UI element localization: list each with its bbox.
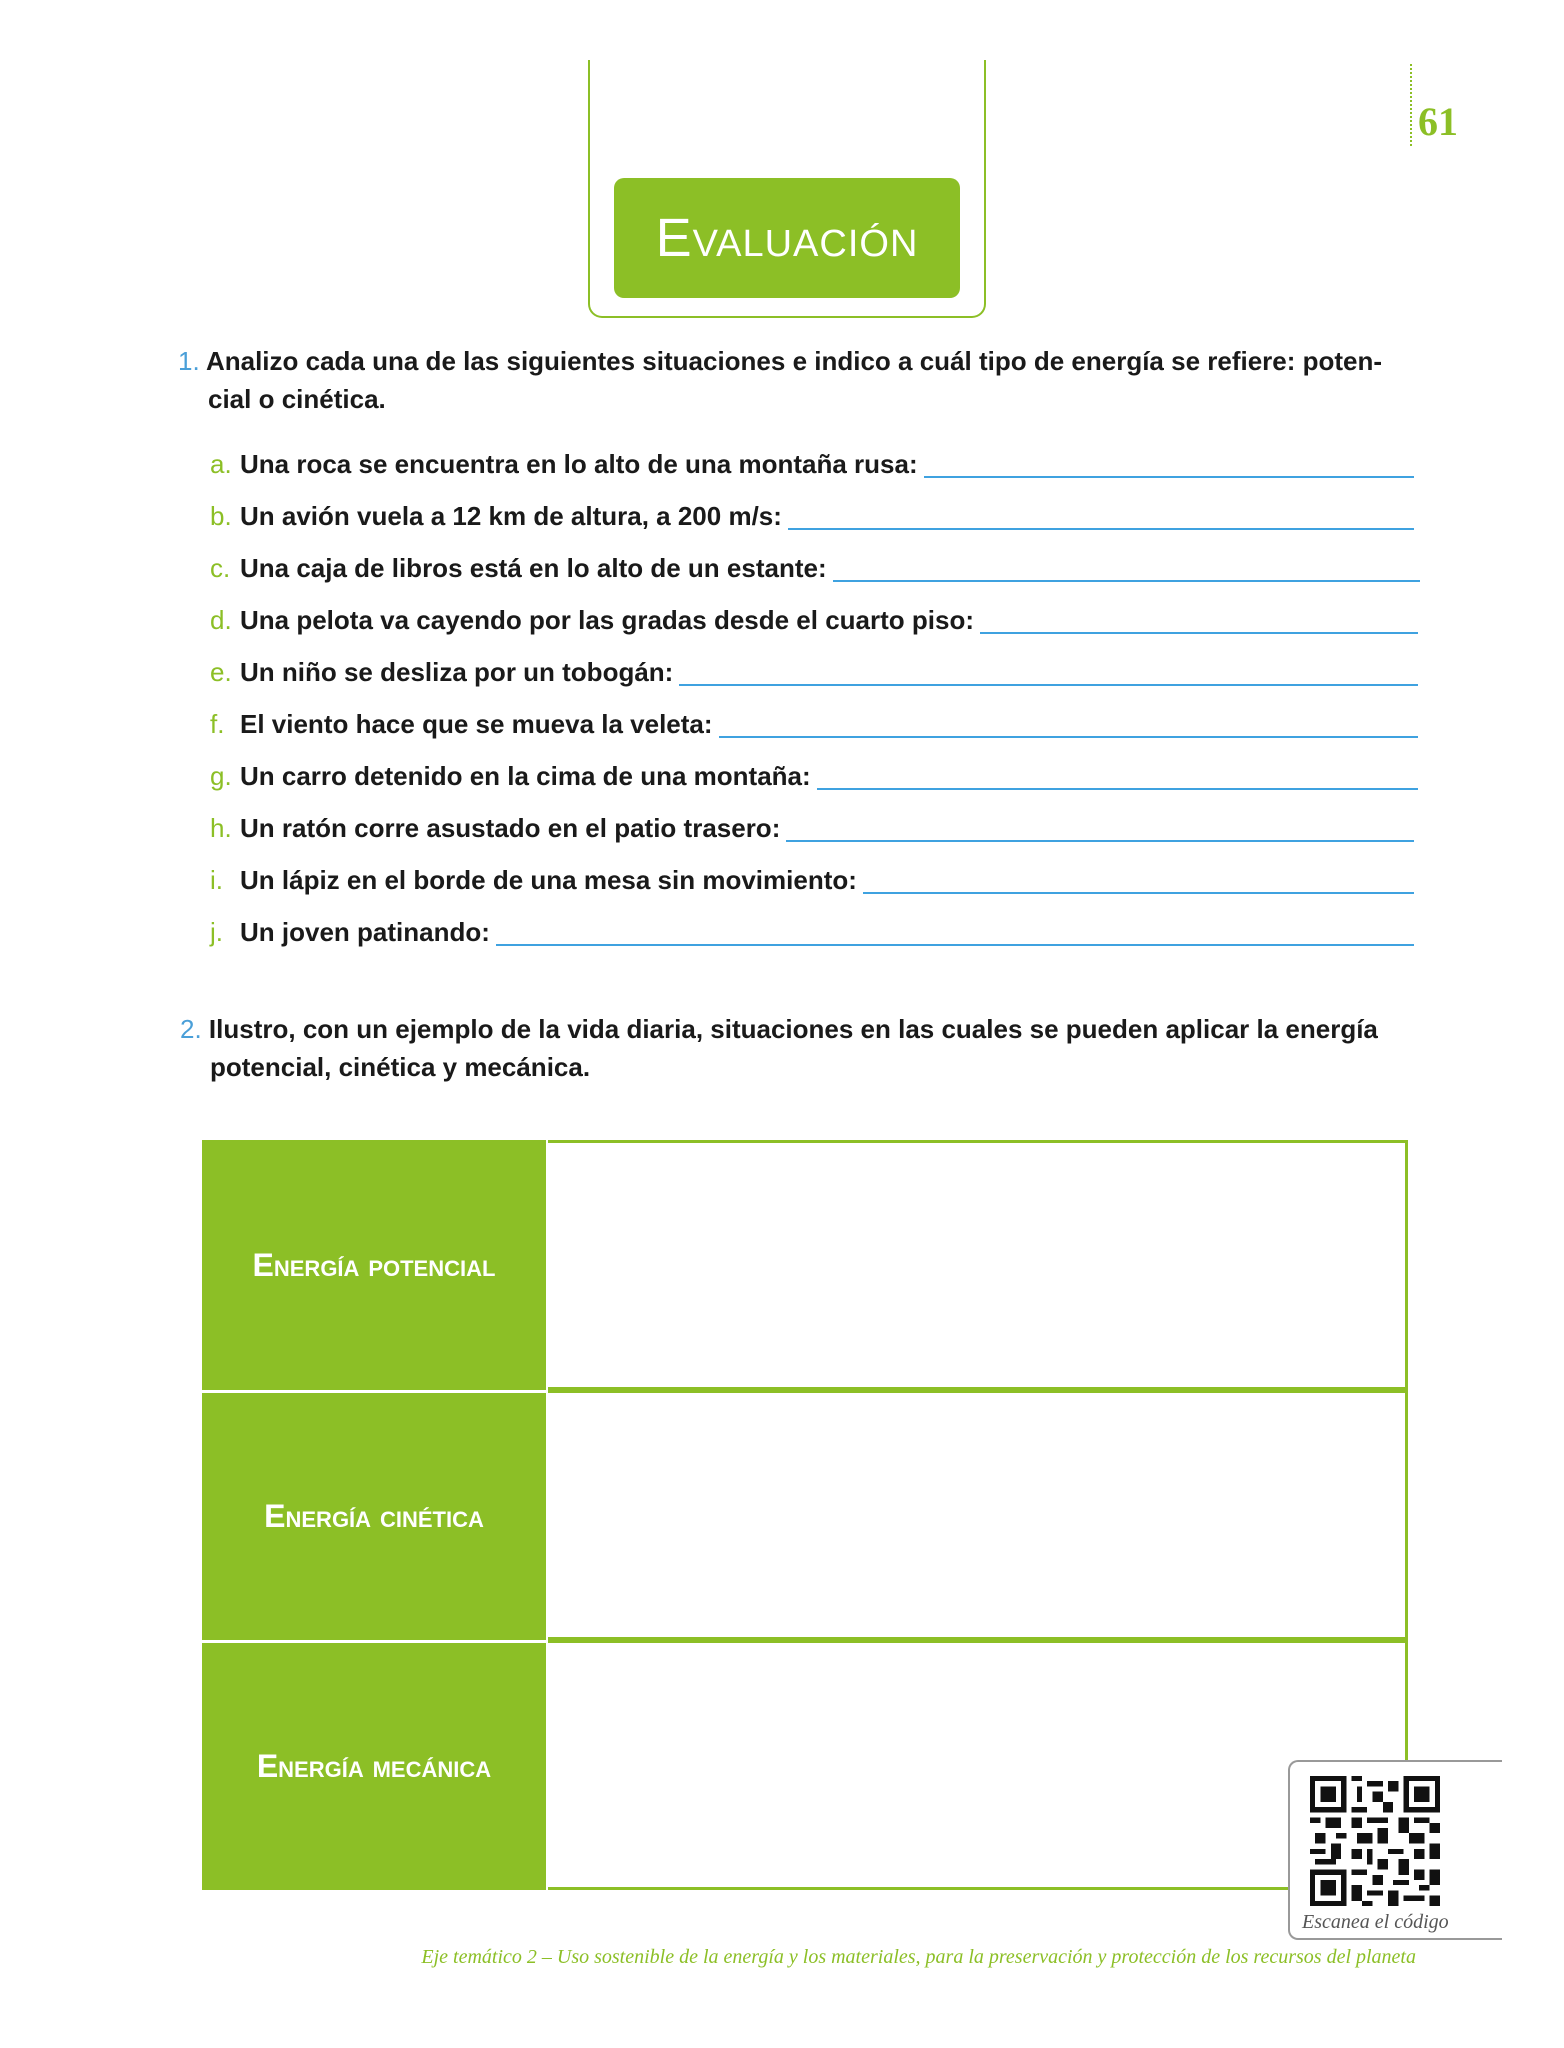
page-number-divider bbox=[1410, 64, 1412, 146]
answer-item-b bbox=[210, 494, 1414, 532]
item-text: Un joven patinando: bbox=[240, 917, 490, 947]
item-text: Un avión vuela a 12 km de altura, a 200 m/s: bbox=[240, 501, 782, 531]
answer-line-i[interactable] bbox=[863, 892, 1414, 894]
answer-line-d[interactable] bbox=[980, 632, 1418, 634]
answer-cell-potential[interactable] bbox=[548, 1140, 1408, 1390]
item-text: El viento hace que se mueva la veleta: bbox=[240, 709, 713, 739]
answer-item-e bbox=[210, 650, 1418, 688]
item-text: Una pelota va cayendo por las gradas desde el cuarto piso: bbox=[240, 605, 975, 635]
item-letter: f. bbox=[210, 709, 225, 739]
answer-line-e[interactable] bbox=[679, 684, 1418, 686]
answer-line-a[interactable] bbox=[924, 476, 1414, 478]
question-1-number: 1. bbox=[178, 346, 200, 376]
row-label-mechanical: Energía mecánica bbox=[202, 1640, 546, 1890]
page-title: Evaluación bbox=[614, 178, 960, 298]
table-row-mechanical bbox=[202, 1640, 1408, 1890]
answer-cell-kinetic[interactable] bbox=[548, 1390, 1408, 1640]
item-letter: g. bbox=[210, 761, 232, 791]
qr-caption: Escanea el código bbox=[1302, 1911, 1449, 1933]
item-letter: a. bbox=[210, 449, 232, 479]
answer-item-c bbox=[210, 546, 1420, 584]
row-label-kinetic: Energía cinética bbox=[202, 1390, 546, 1640]
answer-item-a bbox=[210, 442, 1414, 480]
answer-item-h bbox=[210, 806, 1414, 844]
item-text: Una roca se encuentra en lo alto de una montaña rusa: bbox=[240, 449, 918, 479]
energy-table bbox=[202, 1140, 1408, 1890]
answer-item-i bbox=[210, 858, 1414, 896]
item-letter: i. bbox=[210, 865, 223, 895]
item-text: Una caja de libros está en lo alto de un estante: bbox=[240, 553, 827, 583]
question-1 bbox=[178, 342, 1418, 418]
answer-line-g[interactable] bbox=[817, 788, 1418, 790]
item-text: Un ratón corre asustado en el patio trasero: bbox=[240, 813, 781, 843]
question-2 bbox=[180, 1010, 1420, 1086]
item-text: Un carro detenido en la cima de una montaña: bbox=[240, 761, 811, 791]
item-text: Un niño se desliza por un tobogán: bbox=[240, 657, 674, 687]
item-letter: d. bbox=[210, 605, 232, 635]
answer-line-j[interactable] bbox=[496, 944, 1414, 946]
item-text: Un lápiz en el borde de una mesa sin movimiento: bbox=[240, 865, 857, 895]
item-letter: c. bbox=[210, 553, 231, 583]
item-letter: e. bbox=[210, 657, 232, 687]
answer-line-c[interactable] bbox=[833, 580, 1420, 582]
page-number: 61 bbox=[1418, 99, 1458, 144]
qr-code-icon[interactable] bbox=[1310, 1776, 1440, 1906]
question-1-text-line1: Analizo cada una de las siguientes situaciones e indico a cuál tipo de energía se refiere: poten- bbox=[205, 346, 1383, 376]
answer-item-d bbox=[210, 598, 1418, 636]
question-2-text-line1: Ilustro, con un ejemplo de la vida diaria, situaciones en las cuales se pueden aplicar la energía bbox=[208, 1014, 1378, 1044]
question-2-text-line2: potencial, cinética y mecánica. bbox=[210, 1052, 591, 1082]
table-row-potential bbox=[202, 1140, 1408, 1390]
answer-line-f[interactable] bbox=[719, 736, 1418, 738]
item-letter: j. bbox=[210, 917, 223, 947]
answer-cell-mechanical[interactable] bbox=[548, 1640, 1408, 1890]
item-letter: h. bbox=[210, 813, 232, 843]
answer-line-h[interactable] bbox=[786, 840, 1414, 842]
footer-text: Eje temático 2 – Uso sostenible de la energía y los materiales, para la preservación y protección de los recursos del planeta bbox=[421, 1946, 1416, 1968]
answer-item-g bbox=[210, 754, 1418, 792]
question-2-number: 2. bbox=[180, 1014, 202, 1044]
qr-panel bbox=[1288, 1760, 1502, 1940]
answer-line-b[interactable] bbox=[788, 528, 1414, 530]
answer-item-j bbox=[210, 910, 1414, 948]
answer-item-f bbox=[210, 702, 1418, 740]
item-letter: b. bbox=[210, 501, 232, 531]
table-row-kinetic bbox=[202, 1390, 1408, 1640]
row-label-potential: Energía potencial bbox=[202, 1140, 546, 1390]
question-1-text-line2: cial o cinética. bbox=[208, 384, 386, 414]
